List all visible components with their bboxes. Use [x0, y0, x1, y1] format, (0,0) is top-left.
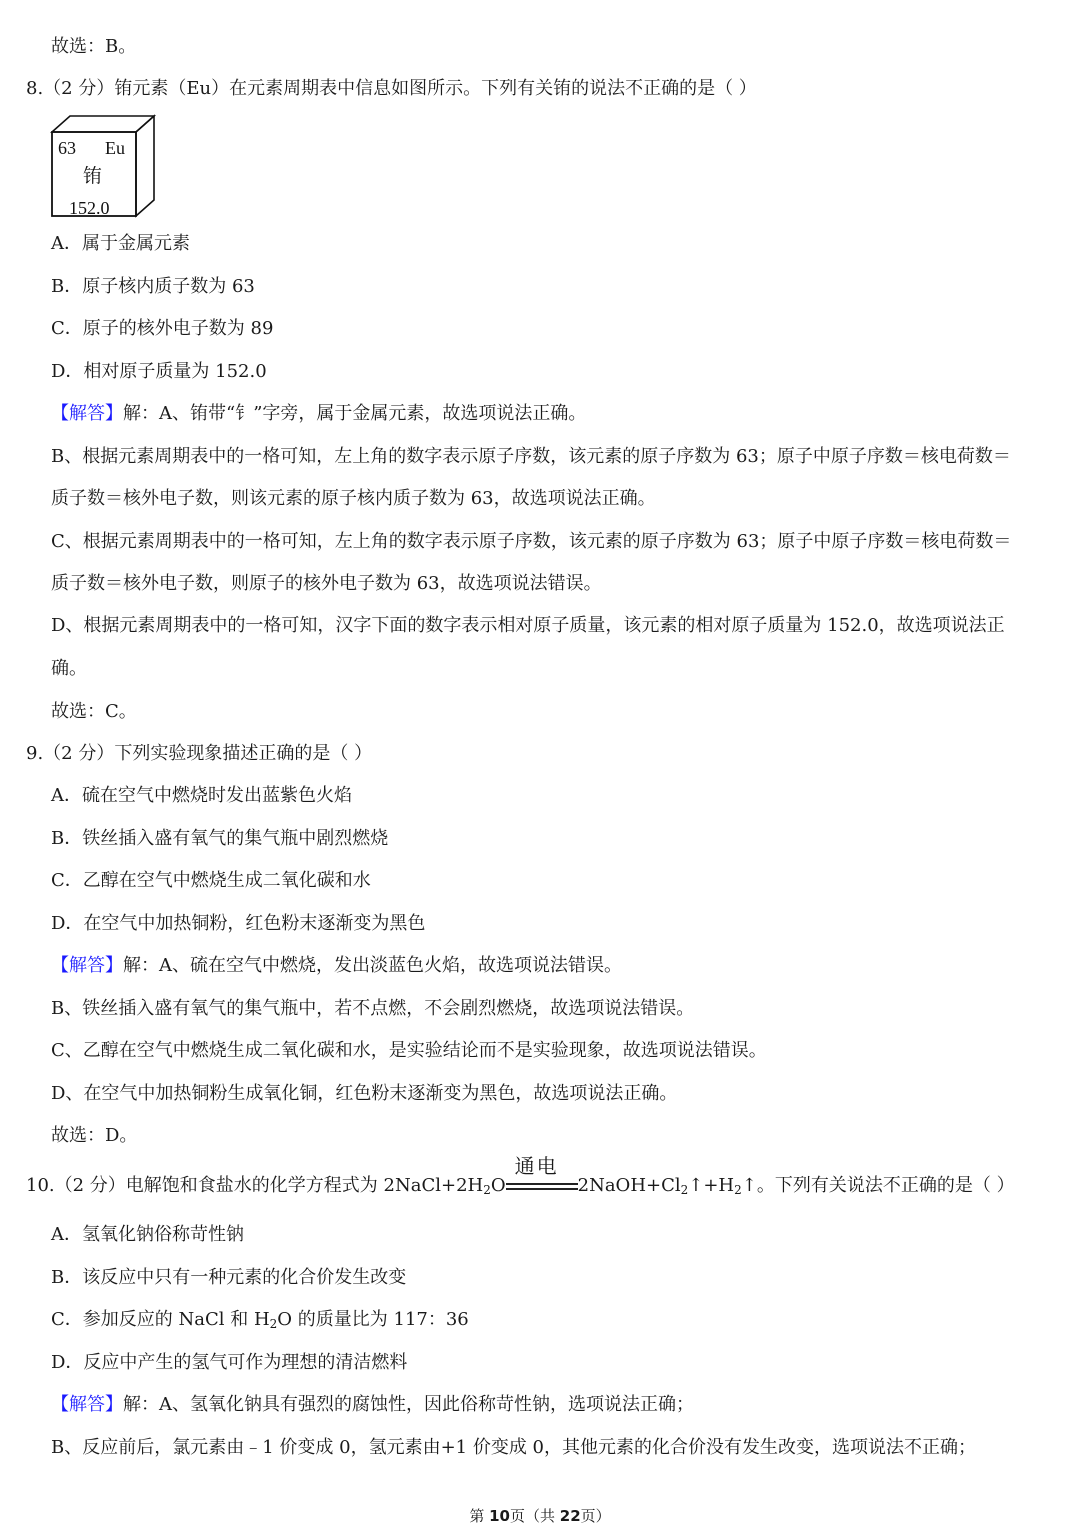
option-b: B．铁丝插入盛有氧气的集气瓶中剧烈燃烧: [51, 828, 389, 849]
answer-tag: 【解答】: [51, 955, 123, 976]
tile-side-face: [136, 116, 154, 216]
answer-line: [51, 402, 586, 426]
reaction-condition: 通电: [514, 1154, 559, 1178]
element-symbol: Eu: [105, 138, 125, 158]
answer-line: B、根据元素周期表中的一格可知，左上角的数字表示原子序数，该元素的原子序数为 63；原子中原子序数＝核电荷数＝: [51, 446, 1011, 467]
option-b: B．原子核内质子数为 63: [51, 276, 255, 297]
reaction-condition-sign: [506, 1154, 578, 1198]
question-10: 10.（2 分）电解饱和食盐水的化学方程式为 $2NaCl+2H_2O$ 通电 $2NaOH+Cl_2↑+H_2↑$。下列有关说法不正确的是（ ）: [26, 1154, 1015, 1197]
option-d: D．反应中产生的氢气可作为理想的清洁燃料: [51, 1352, 408, 1373]
answer-line: D、在空气中加热铜粉生成氧化铜，红色粉末逐渐变为黑色，故选项说法正确。: [51, 1083, 678, 1104]
answer-tag: 【解答】: [51, 1394, 123, 1415]
answer-text: 解：A、铕带“钅”字旁，属于金属元素，故选项说法正确。: [123, 403, 587, 424]
answer-line: C、根据元素周期表中的一格可知，左上角的数字表示原子序数，该元素的原子序数为 63；原子中原子序数＝核电荷数＝: [51, 531, 1012, 552]
option-a: A．属于金属元素: [51, 233, 190, 254]
option-b: B．该反应中只有一种元素的化合价发生改变: [51, 1267, 407, 1288]
answer-line: 故选：D。: [51, 1125, 138, 1146]
atomic-mass: 152.0: [69, 198, 110, 218]
question-8: 8.（2 分）铕元素（Eu）在元素周期表中信息如图所示。下列有关铕的说法不正确的是（ ）: [26, 78, 757, 99]
equals-bar-bottom: [506, 1188, 578, 1190]
option-d: D．在空气中加热铜粉，红色粉末逐渐变为黑色: [51, 913, 426, 934]
option-a: A．氢氧化钠俗称苛性钠: [51, 1224, 244, 1245]
answer-line: B、反应前后，氯元素由﹣1 价变成 0，氢元素由+1 价变成 0，其他元素的化合价没有发生改变，选项说法不正确；: [51, 1437, 976, 1458]
answer-line: C、乙醇在空气中燃烧生成二氧化碳和水，是实验结论而不是实验现象，故选项说法错误。: [51, 1040, 767, 1061]
answer-line: 质子数＝核外电子数，则原子的核外电子数为 63，故选项说法错误。: [51, 573, 602, 594]
answer-line: 确。: [51, 658, 87, 679]
element-tile-europium: [50, 114, 160, 220]
page-number: 10: [489, 1507, 510, 1525]
page-total: 22: [559, 1507, 581, 1525]
answer-text: 解：A、硫在空气中燃烧，发出淡蓝色火焰，故选项说法错误。: [123, 955, 622, 976]
answer-line: B、铁丝插入盛有氧气的集气瓶中，若不点燃，不会剧烈燃烧，故选项说法错误。: [51, 998, 695, 1019]
option-c: C．参加反应的 NaCl 和 $H_2O$ 的质量比为 117：36: [51, 1309, 469, 1331]
answer-tag: 【解答】: [51, 403, 123, 424]
atomic-number: 63: [58, 138, 76, 158]
answer-line: 质子数＝核外电子数，则该元素的原子核内质子数为 63，故选项说法正确。: [51, 488, 656, 509]
page-footer: 第 10页（共 22页）: [469, 1507, 611, 1525]
element-name: 铕: [83, 165, 103, 187]
question-9: 9.（2 分）下列实验现象描述正确的是（ ）: [26, 743, 373, 764]
answer-line: [51, 954, 622, 978]
answer-line: D、根据元素周期表中的一格可知，汉字下面的数字表示相对原子质量，该元素的相对原子质量为 152.0，故选项说法正: [51, 615, 1005, 636]
text-line: 故选：B。: [51, 36, 137, 57]
answer-text: 解：A、氢氧化钠具有强烈的腐蚀性，因此俗称苛性钠，选项说法正确；: [123, 1394, 694, 1415]
option-d: D．相对原子质量为 152.0: [51, 361, 267, 382]
equals-bar-top: [506, 1183, 578, 1185]
answer-line: 故选：C。: [51, 701, 137, 722]
option-c: C．原子的核外电子数为 89: [51, 318, 274, 339]
option-c: C．乙醇在空气中燃烧生成二氧化碳和水: [51, 870, 371, 891]
answer-line: [51, 1393, 694, 1417]
option-a: A．硫在空气中燃烧时发出蓝紫色火焰: [51, 785, 352, 806]
